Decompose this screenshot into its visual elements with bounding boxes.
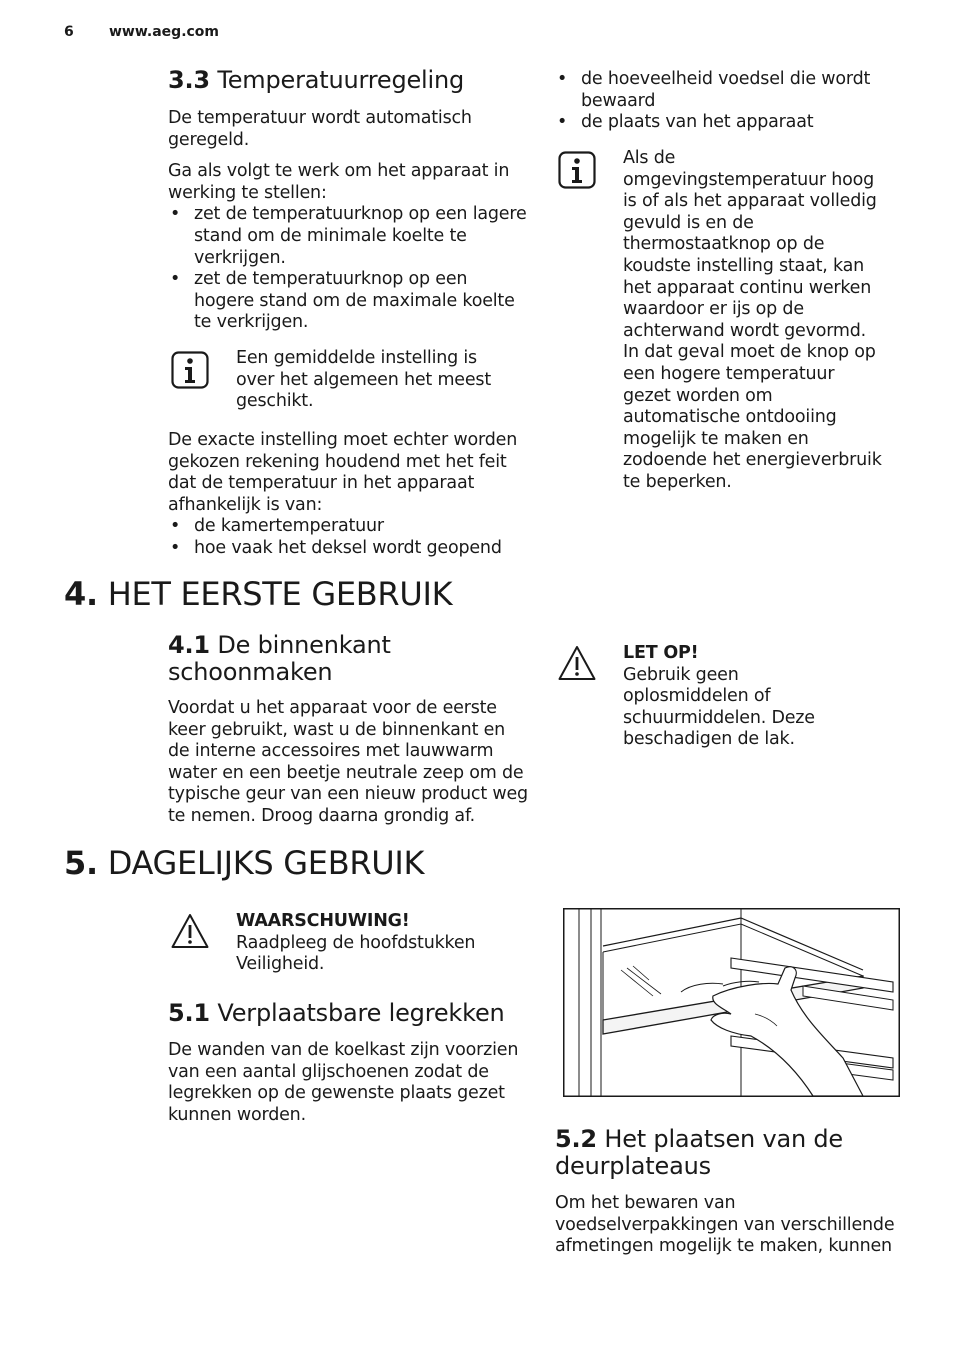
right-column-list (555, 69, 895, 134)
section-4-1-body: Voordat u het apparaat voor de eerste keer gebruikt, wast u de binnenkant en de interne accessoires met lauwwarm water en een beetje neutrale zeep om de typische geur van een nieuw product weg te nemen. Droog daarna grondig af. (168, 698, 528, 826)
warning-text: Raadpleeg de hoofdstukken Veiligheid. (236, 932, 476, 975)
paragraph: De exacte instelling moet echter worden gekozen rekening houdend met het feit dat de temperatuur in het apparaat afhankelijk is van: (168, 430, 518, 515)
warning-triangle-icon (557, 644, 597, 684)
chapter-number: 4. (64, 575, 98, 613)
website-url: www.aeg.com (109, 24, 220, 40)
page-number: 6 (64, 24, 74, 40)
section-title: De binnenkant schoonmaken (168, 631, 391, 686)
section-5-2-body: Om het bewaren van voedselverpakkingen van verschillende afmetingen mogelijk te maken, kunnen (555, 1193, 895, 1257)
chapter-number: 5. (64, 844, 98, 882)
chapter-title: DAGELIJKS GEBRUIK (107, 844, 425, 882)
section-title: Temperatuurregeling (217, 66, 465, 94)
list-item: • zet de temperatuurknop op een hogere stand om de maximale koelte te verkrijgen. (168, 269, 528, 334)
info-icon (170, 350, 210, 390)
section-5-1-heading (168, 1000, 505, 1027)
section-3-3-heading (168, 67, 464, 94)
section-title: Het plaatsen van de deurplateaus (555, 1125, 843, 1180)
section-3-3-body-2 (168, 430, 528, 560)
bullet-list (168, 516, 528, 559)
info-note: Een gemiddelde instelling is over het algemeen het meest geschikt. (236, 348, 492, 412)
shelf-insertion-illustration (563, 908, 900, 1097)
paragraph: De temperatuur wordt automatisch geregeld. (168, 108, 472, 150)
info-icon (557, 150, 597, 190)
caution-title: LET OP! (623, 643, 699, 663)
section-number: 3.3 (168, 66, 210, 94)
list-item: • hoe vaak het deksel wordt geopend (168, 538, 528, 560)
chapter-5-heading (64, 845, 424, 881)
list-item: • de kamertemperatuur (168, 516, 528, 538)
caution-text: Gebruik geen oplosmiddelen of schuurmiddelen. Deze beschadigen de lak. (623, 664, 815, 750)
list-item: • de plaats van het apparaat (555, 112, 895, 134)
section-4-1-heading (168, 632, 498, 686)
section-3-3-body (168, 108, 528, 334)
warning-title: WAARSCHUWING! (236, 911, 410, 931)
paragraph: Ga als volgt te werk om het apparaat in werking te stellen: (168, 161, 510, 203)
section-5-2-heading (555, 1126, 875, 1180)
chapter-title: HET EERSTE GEBRUIK (107, 575, 453, 613)
caution-note (623, 643, 863, 751)
bullet-list (168, 204, 528, 334)
section-number: 4.1 (168, 631, 210, 659)
section-number: 5.1 (168, 999, 210, 1027)
list-item: • zet de temperatuurknop op een lagere stand om de minimale koelte te verkrijgen. (168, 204, 528, 269)
warning-note (236, 911, 516, 976)
chapter-4-heading (64, 576, 452, 612)
section-title: Verplaatsbare legrekken (217, 999, 505, 1027)
warning-triangle-icon (170, 912, 210, 952)
list-item: • de hoeveelheid voedsel die wordt bewaard (555, 69, 895, 112)
section-5-1-body: De wanden van de koelkast zijn voorzien van een aantal glijschoenen zodat de legrekken op de gewenste plaats gezet kunnen worden. (168, 1040, 519, 1125)
section-number: 5.2 (555, 1125, 597, 1153)
info-note: Als de omgevingstemperatuur hoog is of als het apparaat volledig gevuld is en de thermostaatknop op de koudste instelling staat, kan het apparaat continu werken waardoor er ijs op de achterwand wordt gevormd. In dat geval moet de knop op een hogere temperatuur gezet worden om automatische ontdooiing mogelijk te maken en zodoende het energieverbruik te beperken. (623, 148, 882, 492)
bullet-list (555, 69, 895, 134)
